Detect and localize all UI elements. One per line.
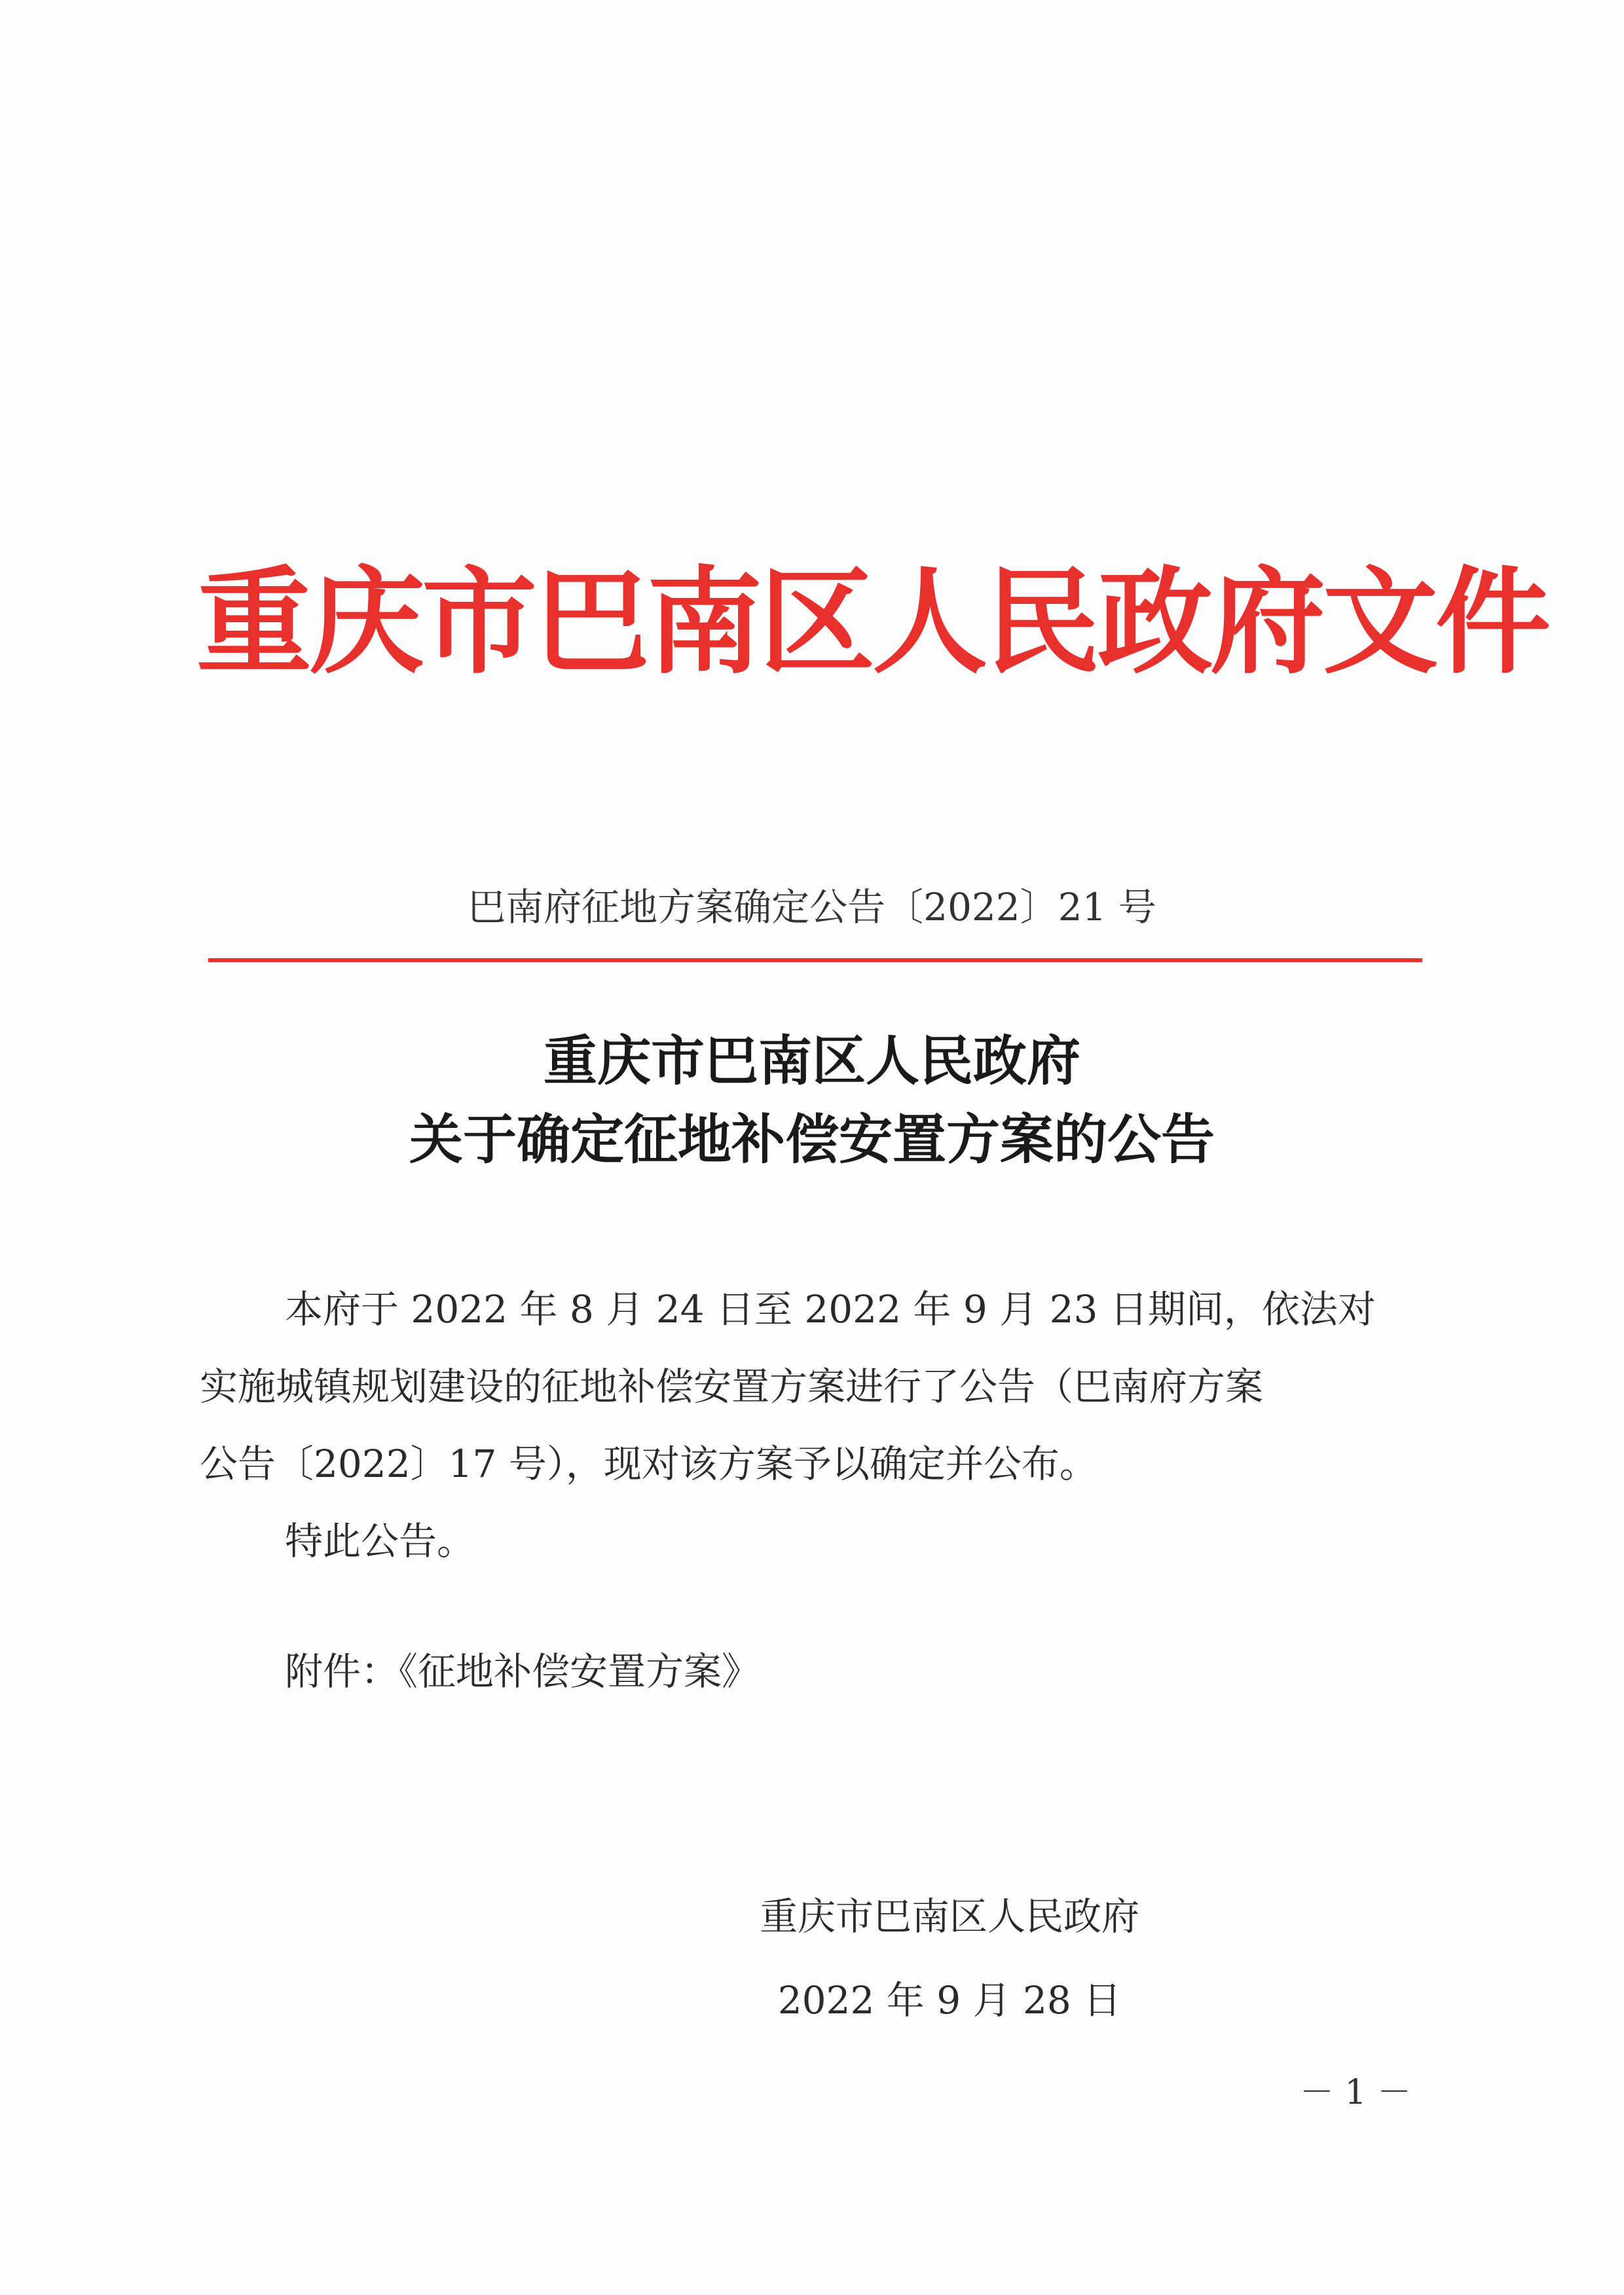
issue-date: 2022 年 9 月 28 日 — [777, 1978, 1122, 2023]
body-line-3: 公告〔2022〕17 号），现对该方案予以确定并公布。 — [200, 1442, 1098, 1486]
body-line-1: 本府于 2022 年 8 月 24 日至 2022 年 9 月 23 日期间，依法对 — [285, 1287, 1376, 1332]
notice-title — [196, 1022, 1428, 1179]
attachment-note: 附件：《征地补偿安置方案》 — [285, 1649, 760, 1694]
document-header-title: 重庆市巴南区人民政府文件 — [196, 554, 1549, 690]
body-line-2: 实施城镇规划建设的征地补偿安置方案进行了公告（巴南府方案 — [200, 1364, 1264, 1409]
notice-title-line-1: 重庆市巴南区人民政府 — [543, 1030, 1080, 1092]
page-number: － 1 － — [1299, 2073, 1412, 2112]
issuer-name: 重庆市巴南区人民政府 — [759, 1894, 1139, 1939]
red-divider-line — [208, 958, 1422, 962]
body-line-4: 特此公告。 — [285, 1519, 475, 1563]
notice-title-line-2: 关于确定征地补偿安置方案的公告 — [409, 1108, 1215, 1171]
notice-body — [200, 1271, 1411, 1580]
signature-block — [714, 1875, 1185, 2042]
document-number: 巴南府征地方案确定公告〔2022〕21 号 — [468, 885, 1156, 929]
